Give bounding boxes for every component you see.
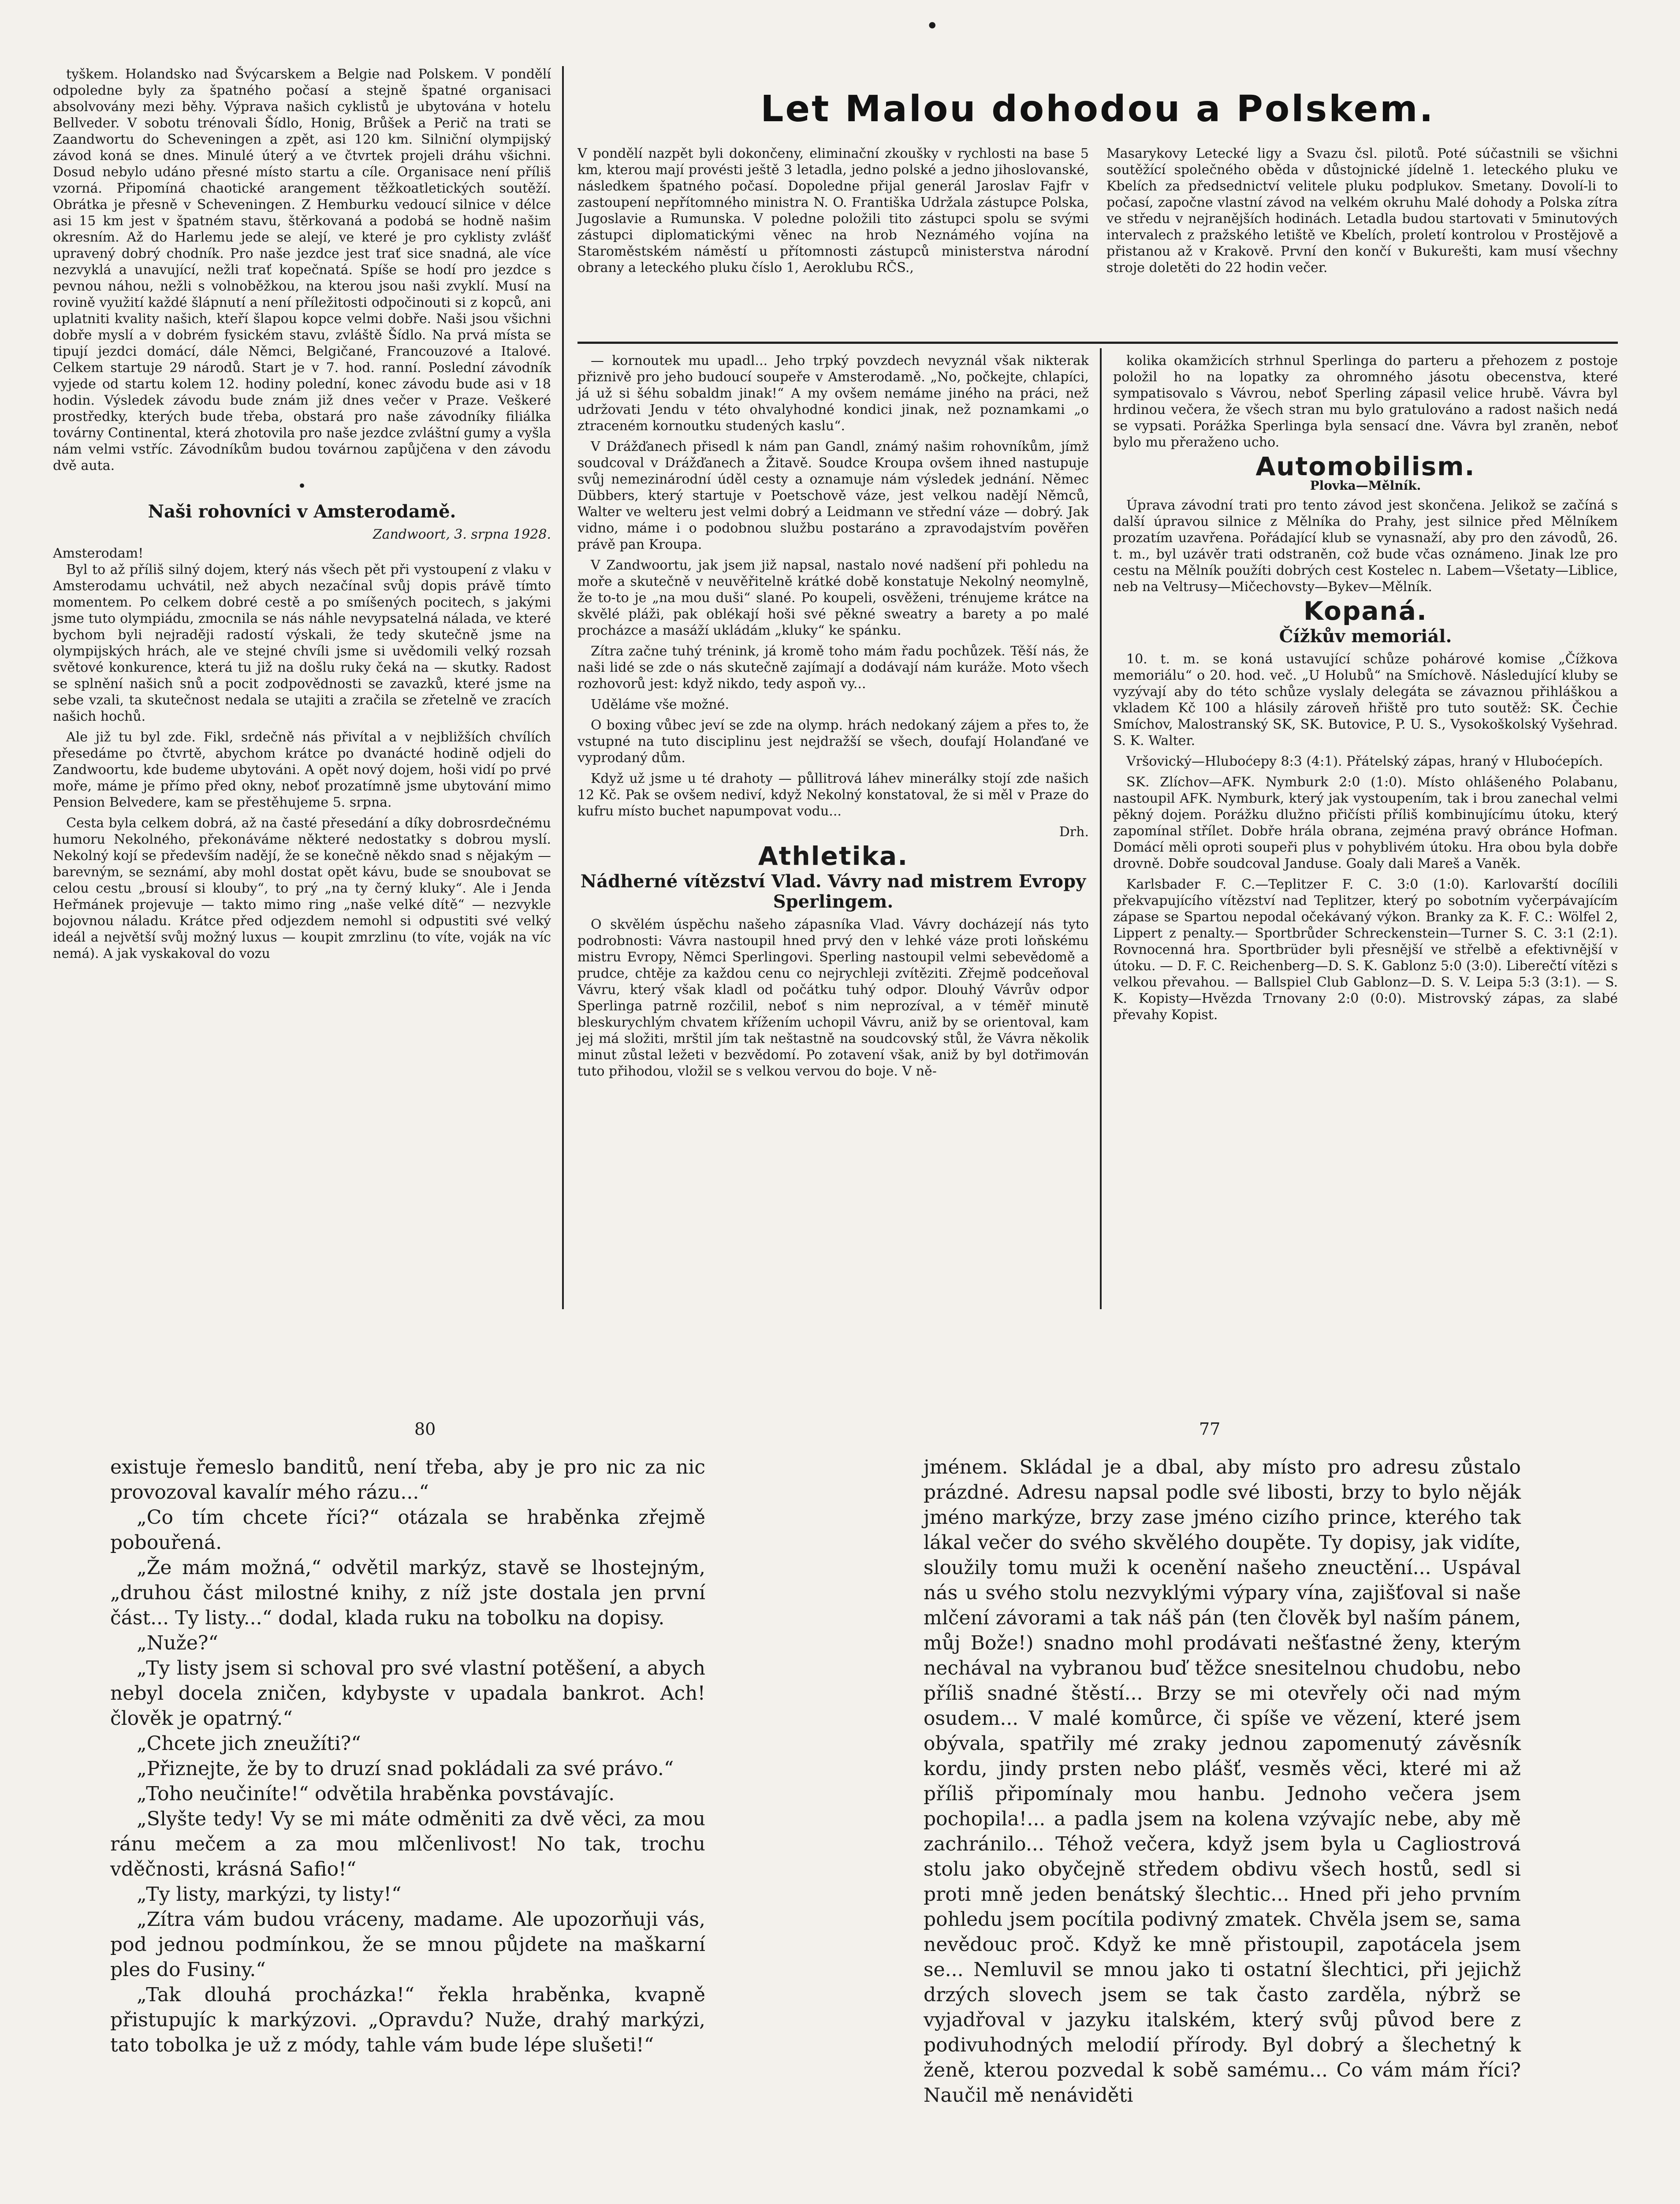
horizontal-divider [577, 342, 1618, 344]
match-result: Vršovický—Hluboćepy 8:3 (4:1). Přátelský zápas, hraný v Hluboćepích. [1126, 754, 1603, 769]
article-paragraph: Když už jsme u té drahoty — půllitrová láhev minerálky stojí zde našich 12 Kč. Pak se ovšem nediví, když Nekolný konstatoval, že si měl v Praze do kufru místo buchet napumpovat vodu... [577, 771, 1089, 819]
book-paragraph: „Ty listy jsem si schoval pro své vlastní potěšení, a abych nebyl docela zničen, kdybyste v upadala bankrot. Ach! člověk je opatrný.“ [110, 1657, 705, 1730]
book-paragraph: „Přiznejte, že by to druzí snad pokládali za své právo.“ [137, 1757, 674, 1780]
salutation: Amsterodam! [53, 546, 144, 561]
author-signature: Drh. [1059, 824, 1089, 840]
page-number-right: 77 [1199, 1419, 1221, 1439]
section-heading-athletics: Athletika. [758, 841, 909, 871]
book-paragraph: „Zítra vám budou vráceny, madame. Ale upozorňuji vás, pod jednou podmínkou, že se mnou půjdete na maškarní ples do Fusiny.“ [110, 1908, 705, 1981]
newspaper-section [53, 66, 1627, 1256]
headline-memorial: Čížkův memoriál. [1279, 626, 1452, 647]
article-paragraph: Zítra začne tuhý trénink, já kromě toho mám řadu pochůzek. Těší nás, že naši lidé se zde o nás skutečně zajímají a dodávají nám kuráže. Moto všech rozhovorů jest: když nikdo, tedy aspoň vy... [577, 644, 1089, 692]
page-number-left: 80 [414, 1419, 436, 1439]
article-paragraph: Byl to až příliš silný dojem, který nás všech pět při vystoupení z vlaku v Amsterodamu uchvátil, než abych nezačínal svůj dopis právě tímto momentem. Po celkem dobré cestě a po smíšených pocitech, s jakými jsme tuto olympiádu, zmocnila se nás náhle nevypsatelná nálada, ve které bychom byli nejraději radostí výskali, že tedy skutečně jsme na olympijských hrách, ale ve stejné chvíli jsme si uvědomili velký rozsah světové konkurence, která tu již na došlu ruky čeká na — skutky. Radost se splnění našich snů a pocit zodpovědnosti se zavazků, které jsme na sebe vzali, ta skutečnost nedala se utajiti a zračila se zřetelně ve zracích našich hochů. [53, 562, 551, 724]
book-page-left [110, 1455, 705, 2058]
column-divider [562, 66, 564, 1309]
article-paragraph: Cesta byla celkem dobrá, až na časté přesedání a díky dobrosrdečnému humoru Nekolného, překonáváme některé nedostatky s dobrou myslí. Nekolný kojí se především nadějí, že se konečně někdo snad s nějakým — barevným, se seznámí, aby mohl dostat opět kávu, bude se snoubovat se celou cestu „brousí si klouby“, to prý „na ty černý kluky“. Ale i Jenda Heřmánek projevuje — takto mimo ring „naše velké dítě“ — nezvykle bojovnou náladu. Krátce před odjezdem nemohl si odpustiti své velký ideál a největší svůj možný luxus — koupit zmrzlinu (to víte, voják na víc nemá). A jak vyskakoval do vozu [53, 815, 551, 961]
book-paragraph: „Co tím chcete říci?“ otázala se hraběnka zřejmě pobouřená. [110, 1506, 705, 1554]
banner-article [577, 145, 1618, 339]
banner-article-right: Masarykovy Letecké ligy a Svazu čsl. pilotů. Poté súčastnili se všichni soutěžící společného oběda v důstojnické jídelně 1. leteckého pluku ve Kbelích za předsednictví velitele pluku podplukov. Smetany. Dovolí-li to počasí, započne vlastní závod na velkém okruhu Malé dohody a Polska zítra ve středu v nejranějších hodinách. Letadla budou startovati v 5minutových intervalech z pražského letiště ve Kbelích, proletí kontrolou v Prostějově a přistanou až v Krakově. První den končí v Bukurešti, kam musí všechny stroje doletěti do 22 hodin večer. [1106, 146, 1618, 276]
book-paragraph: existuje řemeslo banditů, není třeba, aby je pro nic za nic provozoval kavalír mého rázu...“ [110, 1456, 705, 1504]
section-heading-automobilism: Automobilism. [1255, 451, 1475, 481]
article-paragraph: O boxing vůbec jeví se zde na olymp. hrách nedokaný zájem a přes to, že vstupné na tuto disciplinu jest nejdražší se všech, doufají Holanďané ve vyprodaný dům. [577, 718, 1089, 766]
banner-article-left: V pondělí nazpět byli dokončeny, eliminační zkoušky v rychlosti na base 5 km, kterou mají provésti ještě 3 letadla, jedno polské a jedno jihoslovanské, následkem špatného počasí. Dopoledne přijal generál Jaroslav Fajfr v zastoupení nepřítomného ministra N. O. Františka Udržala zástupce Polska, Jugoslavie a Rumunska. V poledne položili tito zástupci spolu se svými zástupci diplomatickými věnec na hrob Neznámého vojína na Staroměstském náměstí u přítomnosti zástupců ministerstva národní obrany a leteckého pluku číslo 1, Aeroklubu RČS., [577, 146, 1089, 276]
match-result: SK. Zlíchov—AFK. Nymburk 2:0 (1:0). Místo ohlášeného Polabanu, nastoupil AFK. Nymburk, který jak vystoupením, tak i brou zanechal velmi pěkný dojem. Porážku dlužno přičísti příliš kombinujícímu útoku, který zapomínal střílet. Dobře hrála obrana, zejména pravý obránce Hofman. Domácí měli oproti soupeři plus v pohyblivém útoku. Hra obou byla dobře drovně. Dobře soudcoval Janduse. Goaly dali Mareš a Vaněk. [1113, 774, 1618, 871]
article-paragraph: — kornoutek mu upadl... Jeho trpký povzdech nevyznál však nikterak přiznivě pro jeho budoucí soupeře v Amsterodamě. „No, počkejte, chlapíci, já už si šéhu sobaldm jinak!“ A my ovšem nemáme jiného na práci, než udržovati Jendu v této ohvalyhodné kondici jinak, než poznamkami „o ztraceném kornoutku studených kaslu“. [577, 353, 1089, 434]
article-paragraph: V Drážďanech přisedl k nám pan Gandl, známý našim rohovníkům, jímž soudcoval v Drážďanech a Žitavě. Soudce Kroupa ovšem ihned nastupuje svůj nemezinárodní úděl cesty a oznamuje nám výsledek jednání. Němec Dübbers, který startuje v Poetschově váze, jest velkou nadějí Němců, Walter ve welteru jest velmi dobrý a Leidmann ve střední váze — dobrý. Jak vidno, máme i o podobnou službu postaráno a zpravodajstvím pověřen právě pan Kroupa. [577, 439, 1089, 552]
article-paragraph: Ale již tu byl zde. Fikl, srdečně nás přivítal a v nejbližších chvílích přesedáme po čtvrtě, abychom krátce po dvanácté hodině odjeli do Zandwoortu, kde budeme ubytováni. A opět nový dojem, hoši vidí po prvé moře, máme je přímo před okny, neboť prozatímně jsme ubytování mimo Pension Belvedere, kam se přestěhujeme 5. srpna. [53, 730, 551, 810]
news-column-2 [577, 353, 1089, 1084]
subheading-plovka: Plovka—Mělník. [1310, 478, 1421, 493]
article-paragraph: V Zandwoortu, jak jsem již napsal, nastalo nové nadšení při pohledu na moře a skutečně v neuvěřitelně krátké době konstatuje Nekolný neomylně, že to-to je „na mou duši“ slané. Po koupeli, osvěženi, trénujeme krátce na skvělé pláži, pak oblékají hoši své pěkné sweatry a barety a po malé procházce a masáží ukládám „kluky“ ke spánku. [577, 558, 1089, 638]
banner-headline: Let Malou dohodou a Polskem. [760, 88, 1435, 130]
news-column-1 [53, 66, 551, 966]
column-divider [1100, 348, 1102, 1309]
book-paragraph: jménem. Skládal je a dbal, aby místo pro adresu zůstalo prázdné. Adresu napsal podle své libosti, brzy to bylo něják jméno markýze, brzy zase jméno cizího prince, kterého tak lákal večer do svého skvělého doupěte. Ty dopisy, jak vidíte, sloužily tomu muži k ocenění našeho zneuctění... Uspával nás u svého stolu nezvyklými výpary vína, zajišťoval si naše mlčení závorami a tak náš pán (ten člověk byl naším pánem, můj Bože!) snadno mohl prodávati nešťastné ženy, kterým nechával na vybranou buď těžce snesitelnou chudobu, nebo příliš snadné štěstí... Brzy se mi otevřely oči nad mým osudem... V malé komůrce, či spíše ve vězení, které jsem obývala, spatřily mé zraky jednou zapomenutý závěsník kordu, jindy prsten nebo plášť, vesměs věci, které mi až příliš připomínaly mou hanbu. Jednoho večera jsem pochopila!... a padla jsem na kolena vzývajíc nebe, aby mě zachránilo... Téhož večera, když jsem byla u Cagliostrová stolu jako obyčejně středem obdivu všech hostů, sedl si proti mně jeden benátský šlechtic... Hned při jeho prvním pohledu jsem pocítila podivný zmatek. Chvěla jsem se, sama nevědouc proč. Když ke mně přistoupil, zapotácela jsem se... Nemluvil se mnou jako ti ostatní šlechtici, při jejichž drzých slovech jsem se tak často zarděla, nýbrž se vyjadřoval v jazyku italském, který svůj původ bere z podivuhodných melodií přírody. Byl dobrý a šlechetný k ženě, kterou pozvedal k sobě samému... Co vám mám říci? Naučil mě nenáviděti [924, 1456, 1521, 2107]
dateline: Zandwoort, 3. srpna 1928. [373, 527, 551, 542]
book-paragraph: „Nuže?“ [137, 1632, 218, 1654]
article-paragraph: 10. t. m. se koná ustavující schůze pohárové komise „Čížkova memoriálu“ o 20. hod. več. „U Holubů“ na Smíchově. Následující kluby se vyzývají aby do této schůze vyslaly delegáta se závaznou přihláškou a vkladem Kč 100 a hlásily zároveň hřiště pro tuto soutěž: SK. Čechie Smíchov, Malostranský SK, SK. Butovice, P. U. S., Vysokoškolský Vyšehrad. S. K. Walter. [1113, 652, 1618, 748]
book-paragraph: „Slyšte tedy! Vy se mi máte odměniti za dvě věci, za mou ránu mečem a za mou mlčenlivost! No tak, trochu vděčnosti, krásná Safio!“ [110, 1808, 705, 1880]
headline-vavra: Nádherné vítězství Vlad. Vávry nad mistrem Evropy Sperlingem. [580, 871, 1086, 912]
match-result: Karlsbader F. C.—Teplitzer F. C. 3:0 (1:0). Karlovarští docílili překvapujícího vítězství nad Teplitzer, který po sobotním vyčerpávajícím zápase se Spartou nepodal očekávaný výkon. Branky za K. F. C.: Wölfel 2, Lippert z penalty.— Sportbrůder Schreckenstein—Turner S. C. 3:1 (2:1). Rovnocenná hra. Sportbrüder byli přesnější ve střelbě a efektivnější v útoku. — D. F. C. Reichenberg—D. S. K. Gablonz 5:0 (3:0). Liberečtí vítězi s velkou převahou. — Ballspiel Club Gablonz—D. S. V. Leipa 5:3 (3:1). — S. K. Kopisty—Hvězda Trnovany 2:0 (0:0). Mistrovský zápas, za slabé převahy Kopist. [1113, 877, 1618, 1023]
book-paragraph: „Že mám možná,“ odvětil markýz, stavě se lhostejným, „druhou část milostné knihy, z níž jste dostala jen první část... Ty listy...“ dodal, klada ruku na tobolku na dopisy. [110, 1556, 705, 1629]
book-paragraph: „Chcete jich zneužíti?“ [137, 1732, 361, 1755]
book-paragraph: „Ty listy, markýzi, ty listy!“ [137, 1883, 402, 1906]
section-heading-football: Kopaná. [1304, 596, 1427, 626]
article-paragraph: Úprava závodní trati pro tento závod jest skončena. Jelikož se začíná s další úpravou silnice z Mělníka do Prahy, jest silnice před Mělníkem prozatím uzavřena. Pořádající klub se vynasnaží, aby pro den závodů, 26. t. m., byl uzávěr trati odstraněn, což bude včas oznámeno. Jinak lze pro cestu na Mělník použíti dobrých cest Kostelec n. Labem—Všetaty—Liblice, neb na Veltrusy—Mičechovsty—Bykev—Mělník. [1113, 498, 1618, 595]
bullet-mark: • [297, 477, 307, 495]
book-paragraph: „Toho neučiníte!“ odvětila hraběnka povstávajíc. [137, 1783, 615, 1805]
headline-boxers: Naši rohovníci v Amsterodamě. [148, 501, 456, 522]
article-paragraph: O skvělém úspěchu našeho zápasníka Vlad. Vávry docházejí nás tyto podrobnosti: Vávra nastoupil hned prvý den v lehké váze proti loňskému mistru Evropy, Němci Sperlingovi. Sperling nastoupil velmi sebevědomě a prudce, chtěje za každou cenu co nejrychleji zvítěziti. Zřejmě podceňoval Vávru, který však kladl od počátku tuhý odpor. Dlouhý Vávrův odpor Sperlinga patrně rozčilil, neboť s nim neprozíval, a v téměř minutě bleskurychlým chvatem křížením uchopil Vávru, aniž by se orientoval, kam jej má složiti, mrštil jím tak neštastně na soudcovský stůl, že Vávra několik minut zůstal ležeti v bezvědomí. Po zotavení však, aniž by byl dotřimován tuto přihodou, vložil se s velkou vervou do boje. V ně- [577, 917, 1089, 1079]
article-paragraph: Uděláme vše možné. [591, 697, 730, 712]
news-column-3 [1113, 353, 1618, 1028]
article-cycling-text: tyškem. Holandsko nad Švýcarskem a Belgie nad Polskem. V pondělí odpoledne byly za špatného počasí a stejně špatné organisaci absolvovány mezi běhy. Výprava našich cyklistů je ubytována v hotelu Bellveder. V sobotu trénovali Šídlo, Honig, Brůšek a Perič na trati se Zaandwortu do Scheveningen a zpět, asi 120 km. Silniční olympijský závod koná se dnes. Minulé úterý a ve čtvrtek projeli dráhu všichni. Dosud nebylo udáno přesné místo startu a cíle. Organisace není příliš vzorná. Připomíná chaotické arangement těžkoatletických soutěží. Obrátka je přesně v Scheveningen. Z Hemburku vedoucí silnice v délce asi 15 km jest v špatném stavu, štěrkovaná a podobá se hodně našim okresním. Až do Harlemu jede se alejí, ve které je pro cyklisty zvlášť upravený dobrý chodník. Pro naše jezdce jest trať sice snadná, ale více nezvyklá a unavující, nežli trať kopečnatá. Spíše se hodí pro jezdce s pevnou náhou, nežli s volnoběžkou, na kterou jsou naši zvyklí. Musí na rovině využití každé šlápnutí a není příležitosti odpočinouti si z kopců, ani uplatniti kvality našich, kteří šlapou kopce velmi dobře. Naši jsou všichni dobře myslí a v dobrém fysickém stavu, zvláště Šídlo. Na prvá místa se tipují jezdci domácí, dále Němci, Belgičané, Francouzové a Italové. Celkem startuje 29 národů. Start je v 7. hod. ranní. Poslední závodník vyjede od startu kolem 12. hodiny polední, konec závodu bude asi v 18 hodin. Výsledek závodu bude znám již dnes večer v Praze. Veškeré prostředky, kterých bude třeba, obstará pro naše závodníky filiálka továrny Continental, která zhotovila pro naše jezdce zvláštní gumy a vyšla nám velmi vstříc. Závodníkům budou továrnou zapůjčena v den závodu dvě auta. [53, 67, 551, 473]
article-paragraph: kolika okamžicích strhnul Sperlinga do parteru a přehozem z postoje položil ho na lopatky za ohromného jásotu obecenstva, které sympatisovalo s Vávrou, neboť Sperling zápasil velice hrubě. Vávra byl hrdinou večera, že všech stran mu bylo gratulováno a radost našich nedá se vypsati. Porážka Sperlinga byla sensací dne. Vávra byl zraněn, neboť bylo mu přeraženo ucho. [1113, 353, 1618, 450]
book-paragraph: „Tak dlouhá procházka!“ řekla hraběnka, kvapně přistupujíc k markýzovi. „Opravdu? Nuže, drahý markýzi, tato tobolka je už z módy, tahle vám bude lépe slušeti!“ [110, 1984, 705, 2056]
book-page-right [924, 1455, 1521, 2108]
ink-mark: • [926, 13, 939, 39]
